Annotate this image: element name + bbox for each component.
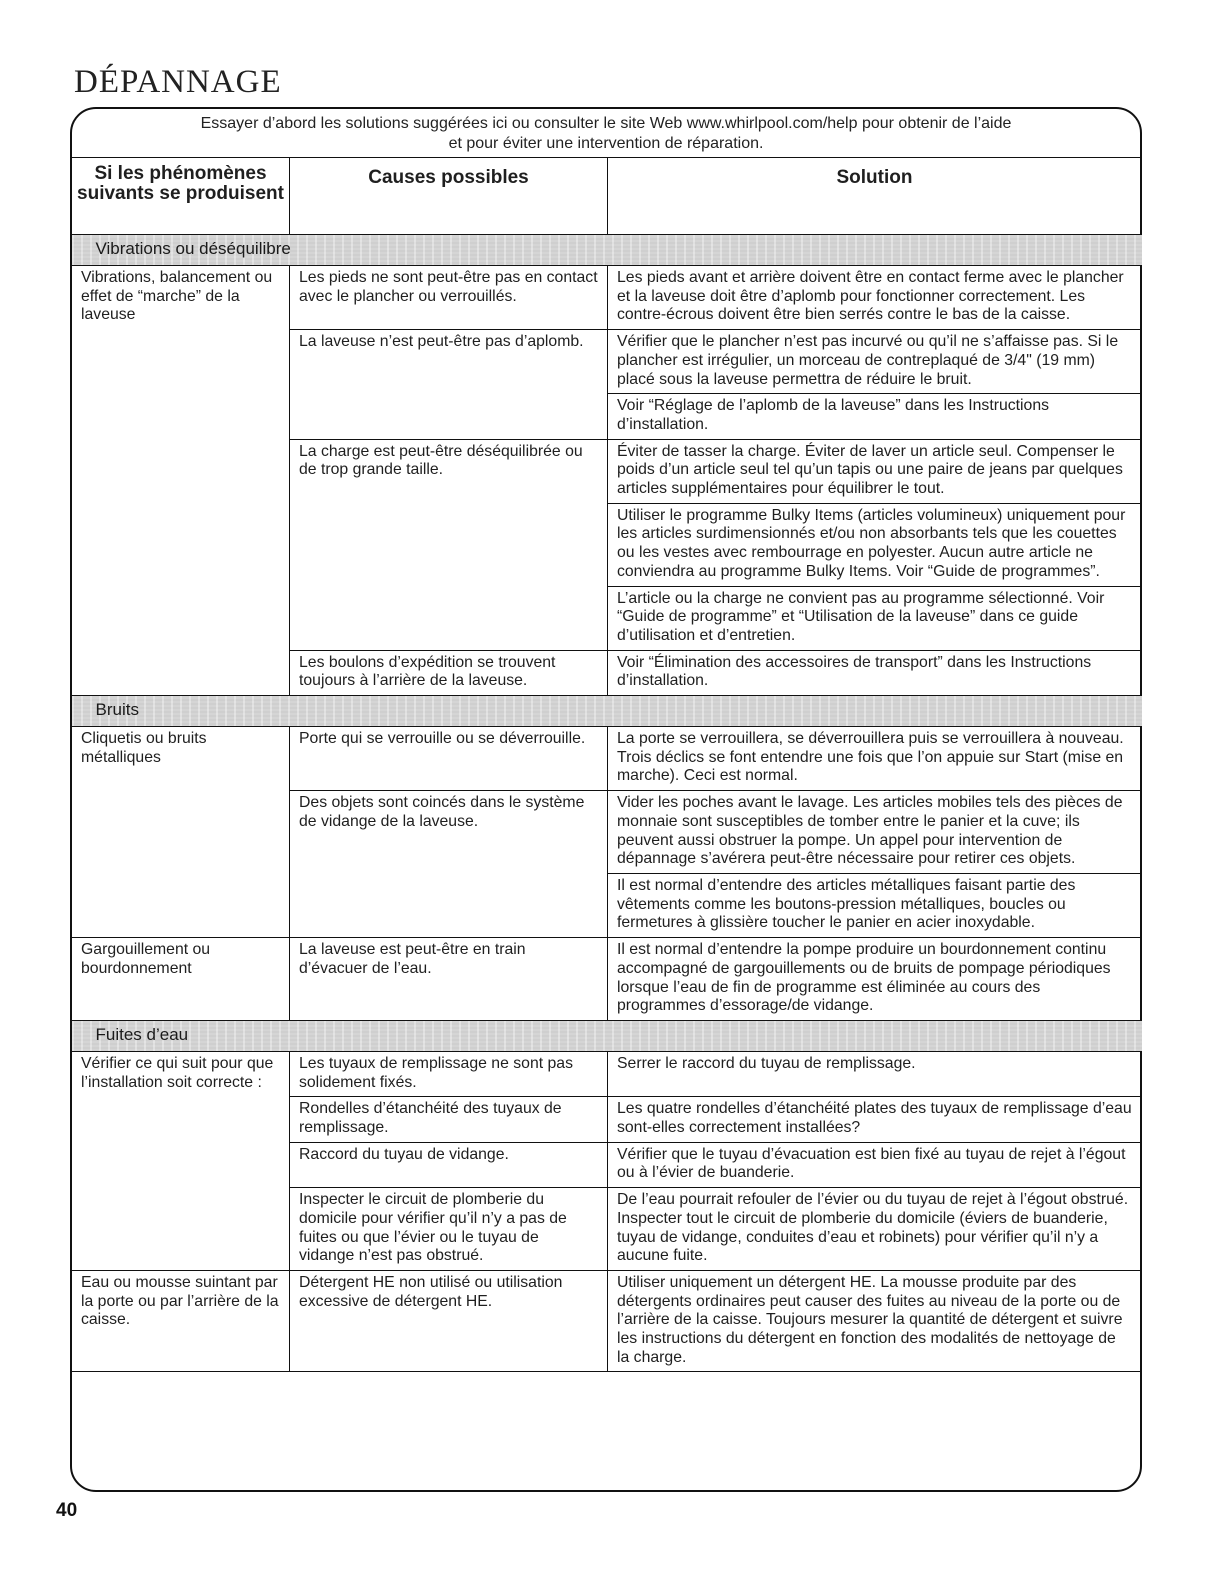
cause-cell: La laveuse est peut-être en train d’évacuer de l’eau. bbox=[290, 938, 608, 1021]
section-band-bruits bbox=[72, 696, 1142, 727]
cause-cell: Détergent HE non utilisé ou utilisation excessive de détergent HE. bbox=[290, 1270, 608, 1372]
solution-cell: Serrer le raccord du tuyau de remplissage. bbox=[608, 1051, 1142, 1096]
solution-cell: Il est normal d’entendre des articles métalliques faisant partie des vêtements comme les boutons-pression métalliques, boucles ou fermetures à glissière toucher le panier en acier inoxydable. bbox=[608, 873, 1142, 937]
table-row bbox=[72, 1051, 1142, 1096]
solution-cell: Les quatre rondelles d’étanchéité plates des tuyaux de remplissage d’eau sont-elles correctement installées? bbox=[608, 1097, 1142, 1142]
cause-cell: Les tuyaux de remplissage ne sont pas solidement fixés. bbox=[290, 1051, 608, 1096]
intro-line-2: et pour éviter une intervention de réparation. bbox=[448, 135, 764, 152]
section-band-fuites bbox=[72, 1020, 1142, 1051]
cause-cell: Rondelles d’étanchéité des tuyaux de remplissage. bbox=[290, 1097, 608, 1142]
solution-cell: La porte se verrouillera, se déverrouillera puis se verrouillera à nouveau. Trois déclics se font entendre une fois que l’on appuie sur Start (mise en marche). Ceci est normal. bbox=[608, 727, 1142, 791]
table-row bbox=[72, 266, 1142, 330]
solution-cell: Utiliser le programme Bulky Items (articles volumineux) uniquement pour les articles surdimensionnés et/ou non absorbants tels que les couettes ou les vestes avec rembourrage en polyester. Aucun autre article ne conviendra au programme Bulky Items. Voir “Guide de programmes”. bbox=[608, 503, 1142, 586]
solution-cell: Il est normal d’entendre la pompe produire un bourdonnement continu accompagné de gargouillements ou de bruits de pompage périodiques lorsque l’eau de fin de programme est éliminée au cours des programmes d’essorage/de vidange. bbox=[608, 938, 1142, 1021]
symptom-eau-mousse: Eau ou mousse suintant par la porte ou par l’arrière de la caisse. bbox=[72, 1270, 290, 1372]
troubleshooting-table bbox=[71, 157, 1142, 1372]
symptom-gargouillement: Gargouillement ou bourdonnement bbox=[72, 938, 290, 1021]
header-symptom: Si les phénomènes suivants se produisent bbox=[72, 158, 290, 235]
solution-cell: Les pieds avant et arrière doivent être en contact ferme avec le plancher et la laveuse doit être d’aplomb pour fonctionner correctement. Les contre-écrous doivent être bien serrés contre le bas de la caisse. bbox=[608, 266, 1142, 330]
solution-cell: Vérifier que le plancher n’est pas incurvé ou qu’il ne s’affaisse pas. Si le plancher est irrégulier, un morceau de contreplaqué de 3/4" (19 mm) placé sous la laveuse permettra de réduire le bruit. bbox=[608, 330, 1142, 394]
symptom-vibrations: Vibrations, balancement ou effet de “marche” de la laveuse bbox=[72, 266, 290, 696]
section-title-vibrations: Vibrations ou déséquilibre bbox=[72, 235, 1142, 266]
section-title-fuites: Fuites d’eau bbox=[72, 1020, 1142, 1051]
solution-cell: De l’eau pourrait refouler de l’évier ou du tuyau de rejet à l’égout obstrué. Inspecter tout le circuit de plomberie du domicile (éviers de buanderie, tuyau de vidange, conduites d’eau et robinets) pour vérifier qu’il n’y a aucune fuite. bbox=[608, 1188, 1142, 1271]
symptom-installation: Vérifier ce qui suit pour que l’installation soit correcte : bbox=[72, 1051, 290, 1270]
header-causes: Causes possibles bbox=[290, 158, 608, 235]
intro-line-1: Essayer d’abord les solutions suggérées ici ou consulter le site Web www.whirlpool.com/help pour obtenir de l’aide bbox=[200, 115, 1012, 132]
section-title-bruits: Bruits bbox=[72, 696, 1142, 727]
cause-cell: Des objets sont coincés dans le système de vidange de la laveuse. bbox=[290, 791, 608, 938]
cause-cell: La charge est peut-être déséquilibrée ou de trop grande taille. bbox=[290, 439, 608, 650]
symptom-cliquetis: Cliquetis ou bruits métalliques bbox=[72, 727, 290, 938]
solution-cell: Éviter de tasser la charge. Éviter de laver un article seul. Compenser le poids d’un article seul tel qu’un tapis ou une paire de jeans par quelques articles supplémentaires pour équilibrer le tout. bbox=[608, 439, 1142, 503]
cause-cell: La laveuse n’est peut-être pas d’aplomb. bbox=[290, 330, 608, 440]
table-row bbox=[72, 1270, 1142, 1372]
table-row bbox=[72, 938, 1142, 1021]
solution-cell: Vider les poches avant le lavage. Les articles mobiles tels des pièces de monnaie sont susceptibles de tomber entre le panier et la cuve; ils peuvent aussi obstruer la pompe. Un appel pour intervention de dépannage s’avérera peut-être nécessaire pour retirer ces objets. bbox=[608, 791, 1142, 874]
page-number: 40 bbox=[56, 1500, 78, 1521]
solution-cell: Voir “Réglage de l’aplomb de la laveuse” dans les Instructions d’installation. bbox=[608, 394, 1142, 439]
table-row bbox=[72, 727, 1142, 791]
header-solution: Solution bbox=[608, 158, 1142, 235]
section-band-vibrations bbox=[72, 235, 1142, 266]
cause-cell: Inspecter le circuit de plomberie du domicile pour vérifier qu’il n’y a pas de fuites ou que l’évier ou le tuyau de vidange n’est pas obstrué. bbox=[290, 1188, 608, 1271]
solution-cell: Vérifier que le tuyau d’évacuation est bien fixé au tuyau de rejet à l’égout ou à l’évier de buanderie. bbox=[608, 1142, 1142, 1187]
solution-cell: Voir “Élimination des accessoires de transport” dans les Instructions d’installation. bbox=[608, 650, 1142, 695]
cause-cell: Les pieds ne sont peut-être pas en contact avec le plancher ou verrouillés. bbox=[290, 266, 608, 330]
intro-text bbox=[72, 114, 1140, 154]
solution-cell: Utiliser uniquement un détergent HE. La mousse produite par des détergents ordinaires peut causer des fuites au niveau de la porte ou de l’arrière de la caisse. Toujours mesurer la quantité de détergent et suivre les instructions du détergent en fonction des modalités de nettoyage de la charge. bbox=[608, 1270, 1142, 1372]
cause-cell: Les boulons d’expédition se trouvent toujours à l’arrière de la laveuse. bbox=[290, 650, 608, 695]
header-row bbox=[72, 158, 1142, 235]
page-title: DÉPANNAGE bbox=[74, 64, 282, 100]
cause-cell: Raccord du tuyau de vidange. bbox=[290, 1142, 608, 1187]
solution-cell: L’article ou la charge ne convient pas au programme sélectionné. Voir “Guide de programme” et “Utilisation de la laveuse” dans ce guide d’utilisation et d’entretien. bbox=[608, 586, 1142, 650]
cause-cell: Porte qui se verrouille ou se déverrouille. bbox=[290, 727, 608, 791]
